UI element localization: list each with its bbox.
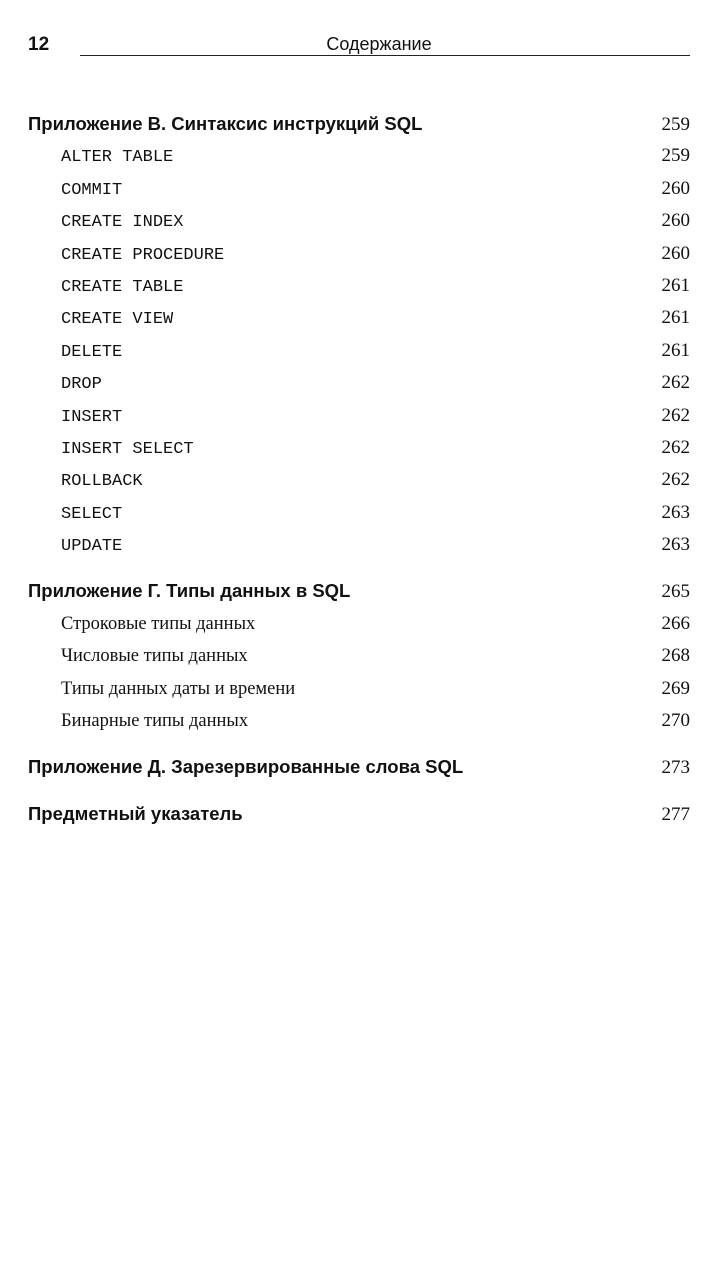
toc-section-appendix-g <box>28 575 690 737</box>
toc-heading-page: 265 <box>661 581 690 603</box>
toc-entry-page: 263 <box>661 501 690 523</box>
toc-heading-page: 273 <box>661 757 690 779</box>
toc-entry-label: DELETE <box>61 342 123 362</box>
toc-entry <box>28 497 690 529</box>
page-number: 12 <box>28 34 50 55</box>
toc-heading-title: Предметный указатель <box>28 802 243 824</box>
toc-entry <box>28 238 690 270</box>
toc-entry <box>28 140 690 172</box>
toc-entry-page: 261 <box>661 274 690 296</box>
toc-entry-label: INSERT <box>61 407 123 427</box>
toc-entry-label: DROP <box>61 375 102 395</box>
toc-heading <box>28 751 690 783</box>
toc-heading-title: Приложение В. Синтаксис инструкций SQL <box>28 113 423 134</box>
toc-entry-page: 261 <box>661 339 690 361</box>
toc-entry <box>28 400 690 432</box>
toc-entry <box>28 464 690 496</box>
toc-entry-label: Числовые типы данных <box>61 646 248 667</box>
toc-entry-label: SELECT <box>61 504 123 524</box>
toc-entry-page: 262 <box>661 436 690 458</box>
toc-entry <box>28 173 690 205</box>
toc-entry-page: 262 <box>661 469 690 491</box>
table-of-contents <box>28 108 690 844</box>
toc-entry-label: CREATE INDEX <box>61 213 184 233</box>
toc-entry-page: 268 <box>661 645 690 667</box>
toc-entry-label: CREATE TABLE <box>61 277 184 297</box>
toc-entry-page: 260 <box>661 242 690 264</box>
toc-entry-label: CREATE PROCEDURE <box>61 245 225 265</box>
toc-entry <box>28 205 690 237</box>
toc-entry-label: Бинарные типы данных <box>61 711 249 732</box>
toc-entry <box>28 640 690 672</box>
toc-section-appendix-v <box>28 108 690 561</box>
toc-entry-page: 260 <box>661 210 690 232</box>
toc-entry <box>28 270 690 302</box>
toc-entry-label: ROLLBACK <box>61 472 143 492</box>
toc-entry-label: CREATE VIEW <box>61 310 174 330</box>
header-rule <box>80 55 690 56</box>
running-header <box>28 32 690 62</box>
running-title: Содержание <box>326 34 432 54</box>
toc-entry-page: 261 <box>661 307 690 329</box>
toc-entry-page: 260 <box>661 177 690 199</box>
toc-section-index <box>28 798 690 830</box>
toc-entry-page: 270 <box>661 710 690 732</box>
toc-entry-label: UPDATE <box>61 537 123 557</box>
toc-entry-page: 262 <box>661 372 690 394</box>
toc-heading <box>28 575 690 607</box>
toc-entry-label: INSERT SELECT <box>61 439 194 459</box>
toc-entry <box>28 335 690 367</box>
toc-heading <box>28 108 690 140</box>
toc-heading <box>28 798 690 830</box>
toc-entry-page: 263 <box>661 534 690 556</box>
toc-entry <box>28 302 690 334</box>
toc-entry-page: 269 <box>661 677 690 699</box>
toc-entry <box>28 529 690 561</box>
toc-entry <box>28 367 690 399</box>
toc-entry-label: ALTER TABLE <box>61 148 174 168</box>
toc-section-appendix-d <box>28 751 690 783</box>
toc-entry <box>28 705 690 737</box>
toc-entry <box>28 432 690 464</box>
toc-entry-label: Типы данных даты и времени <box>61 678 296 699</box>
toc-entry-label: COMMIT <box>61 180 123 200</box>
toc-heading-title: Приложение Г. Типы данных в SQL <box>28 580 351 602</box>
toc-entry-page: 259 <box>661 145 690 167</box>
toc-heading-page: 259 <box>661 114 690 135</box>
toc-entry-page: 262 <box>661 404 690 426</box>
toc-entry-label: Строковые типы данных <box>61 613 256 634</box>
toc-heading-page: 277 <box>661 803 690 825</box>
toc-entry-page: 266 <box>661 612 690 634</box>
toc-entry <box>28 673 690 705</box>
toc-heading-title: Приложение Д. Зарезервированные слова SQL <box>28 756 464 778</box>
toc-entry <box>28 608 690 640</box>
